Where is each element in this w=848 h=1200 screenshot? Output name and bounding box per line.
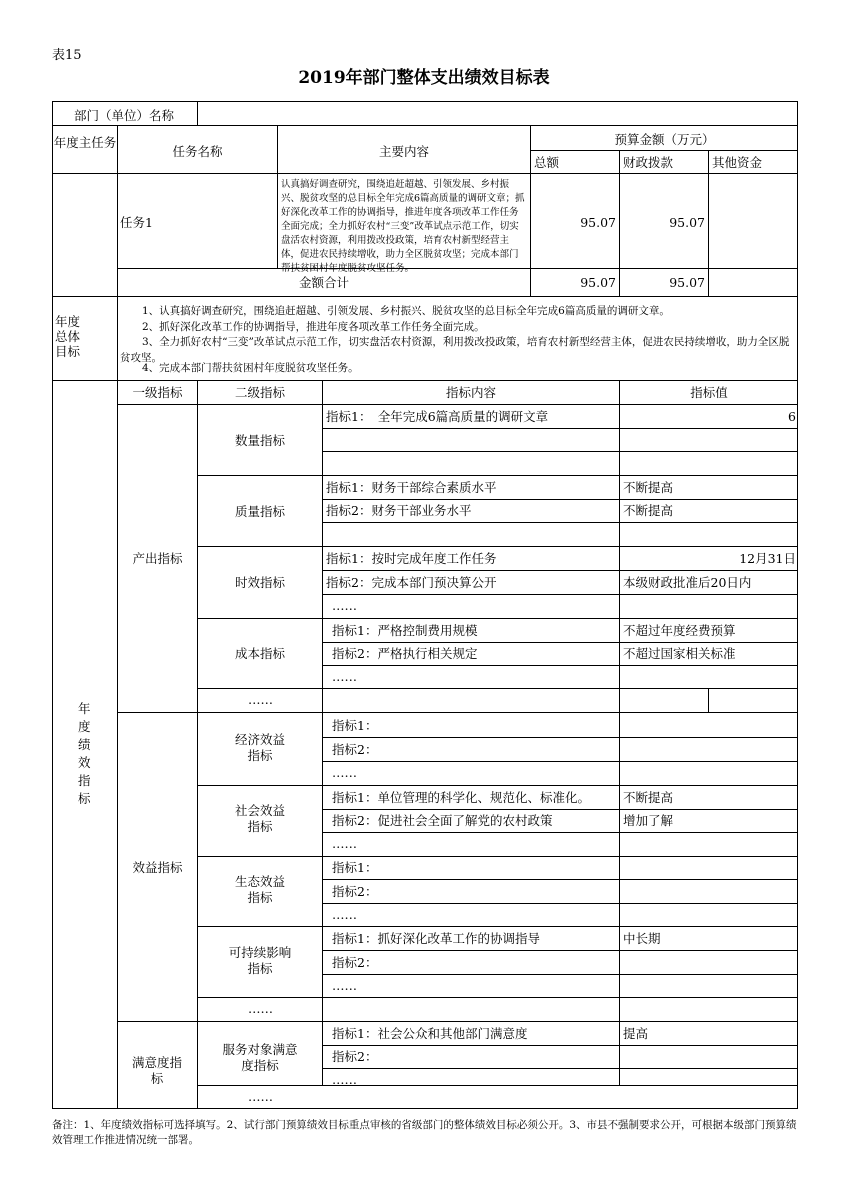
indicator-value: 不超过国家相关标准 [623, 646, 736, 661]
output-ellipsis: …… [248, 692, 273, 707]
indicator-content: …… [332, 907, 357, 922]
indicator-content: 指标1： [332, 718, 378, 733]
indicator-content: 指标1：按时完成年度工作任务 [326, 551, 497, 566]
indicator-content: 指标1：抓好深化改革工作的协调指导 [332, 931, 540, 946]
sum-total: 95.07 [580, 275, 616, 290]
indicator-content: 指标2： [332, 742, 378, 757]
annual-goal-item: 2、抓好深化改革工作的协调指导，推进年度各项改革工作任务全面完成。 [142, 321, 485, 333]
level2-sustainable: 可持续影响指标 [228, 945, 292, 976]
indicator-content: 指标1：财务干部综合素质水平 [326, 480, 497, 495]
indicator-content: 指标2：促进社会全面了解党的农村政策 [332, 813, 553, 828]
level1-benefit: 效益指标 [132, 860, 183, 875]
benefit-ellipsis: …… [248, 1001, 273, 1016]
indicator-content: 指标2： [332, 1049, 378, 1064]
annual-goal-item: 4、完成本部门帮扶贫困村年度脱贫攻坚任务。 [142, 362, 359, 374]
indicator-value: 不超过年度经费预算 [623, 623, 736, 638]
indicator-content: …… [332, 598, 357, 613]
indicator-content: 指标2：完成本部门预决算公开 [326, 575, 497, 590]
indicators-label: 年度绩效指标 [78, 701, 91, 806]
indicator-value: 不断提高 [623, 480, 674, 495]
indicator-value: 提高 [623, 1026, 649, 1041]
indicator-content: 指标2：财务干部业务水平 [326, 503, 472, 518]
task-name: 任务1 [120, 215, 153, 230]
indicator-content: 指标1： [332, 860, 378, 875]
main-content-header: 主要内容 [378, 144, 429, 159]
footnote: 备注：1、年度绩效指标可选择填写。2、试行部门预算绩效目标重点审核的省级部门的整体绩效目标必须公开。3、市县不强制要求公开，可根据本级部门预算绩效管理工作推进情况统一部署。 [52, 1119, 797, 1146]
indicator-content: 指标1： 全年完成6篇高质量的调研文章 [326, 409, 549, 424]
annual-goal-label: 年度总体目标 [55, 314, 81, 359]
level1-output: 产出指标 [132, 551, 183, 566]
level2-ecological: 生态效益指标 [234, 874, 285, 905]
indicator-content: 指标1：严格控制费用规模 [332, 623, 478, 638]
level2-economic: 经济效益指标 [234, 732, 285, 763]
indicator-value: 增加了解 [623, 813, 674, 828]
sum-label: 金额合计 [298, 275, 349, 290]
indicator-value: 不断提高 [623, 503, 674, 518]
level2-header: 二级指标 [234, 385, 285, 400]
task-total: 95.07 [580, 215, 616, 230]
indicator-content: 指标1：社会公众和其他部门满意度 [332, 1026, 528, 1041]
indicator-content: 指标2： [332, 955, 378, 970]
table-number: 表15 [52, 48, 82, 63]
indicator-value: 本级财政批准后20日内 [623, 575, 752, 590]
annual-goal-item: 3、全力抓好农村“三变”改革试点示范工作，切实盘活农村资源，利用拨改投政策，培育农村新型经营主体，促进农民持续增收，助力全区脱贫攻坚。 [120, 336, 790, 364]
annual-goal-item: 1、认真搞好调查研究，围绕追赶超越、引领发展、乡村振兴、脱贫攻坚的总目标全年完成6篇高质量的调研文章。 [142, 305, 670, 317]
unit-name-label: 部门（单位）名称 [74, 108, 175, 123]
level2-timeliness: 时效指标 [234, 575, 285, 590]
total-header: 总额 [534, 155, 560, 170]
fiscal-header: 财政拨款 [623, 155, 674, 170]
value-header: 指标值 [690, 385, 728, 400]
level2-quantity: 数量指标 [234, 433, 285, 448]
task-fiscal: 95.07 [669, 215, 705, 230]
other-header: 其他资金 [712, 155, 763, 170]
indicator-value: 12月31日 [739, 551, 796, 566]
document-title: 2019年部门整体支出绩效目标表 [298, 68, 550, 88]
task-name-header: 任务名称 [172, 144, 223, 159]
indicator-content: 指标2： [332, 884, 378, 899]
indicator-content: …… [332, 669, 357, 684]
indicator-value: 中长期 [623, 931, 661, 946]
budget-header: 预算金额（万元） [614, 132, 715, 147]
indicator-value: 6 [788, 409, 796, 424]
level2-quality: 质量指标 [234, 504, 285, 519]
indicator-content: 指标2：严格执行相关规定 [332, 646, 478, 661]
indicator-content: 指标1：单位管理的科学化、规范化、标准化。 [332, 790, 590, 805]
level2-service: 服务对象满意度指标 [222, 1042, 298, 1073]
level1-satisfaction: 满意度指标 [132, 1055, 183, 1086]
indicator-content: …… [332, 836, 357, 851]
level2-cost: 成本指标 [234, 646, 285, 661]
level2-social: 社会效益指标 [234, 803, 285, 834]
annual-task-header: 年度主任务 [53, 135, 117, 150]
level1-header: 一级指标 [132, 385, 183, 400]
task-content: 认真搞好调查研究，围绕追赶超越、引领发展、乡村振兴、脱贫攻坚的总目标全年完成6篇高质量的调研文章；抓好深化改革工作的协调指导，推进年度各项改革工作任务全面完成；全力抓好农村“三变”改革试点示范工作，切实盘活农村资源，利用拨改投政策，培育农村新型经营主体，促进农民持续增收，助力全区脱贫攻坚；完成本部门帮扶贫困村年度脱贫攻坚任务。 [281, 179, 525, 274]
indicator-value: 不断提高 [623, 790, 674, 805]
indicator-content: …… [332, 978, 357, 993]
indicator-content: …… [332, 1072, 357, 1087]
indicator-content: …… [332, 765, 357, 780]
sum-fiscal: 95.07 [669, 275, 705, 290]
content-header: 指标内容 [445, 385, 496, 400]
satisfaction-ellipsis: …… [248, 1089, 273, 1104]
